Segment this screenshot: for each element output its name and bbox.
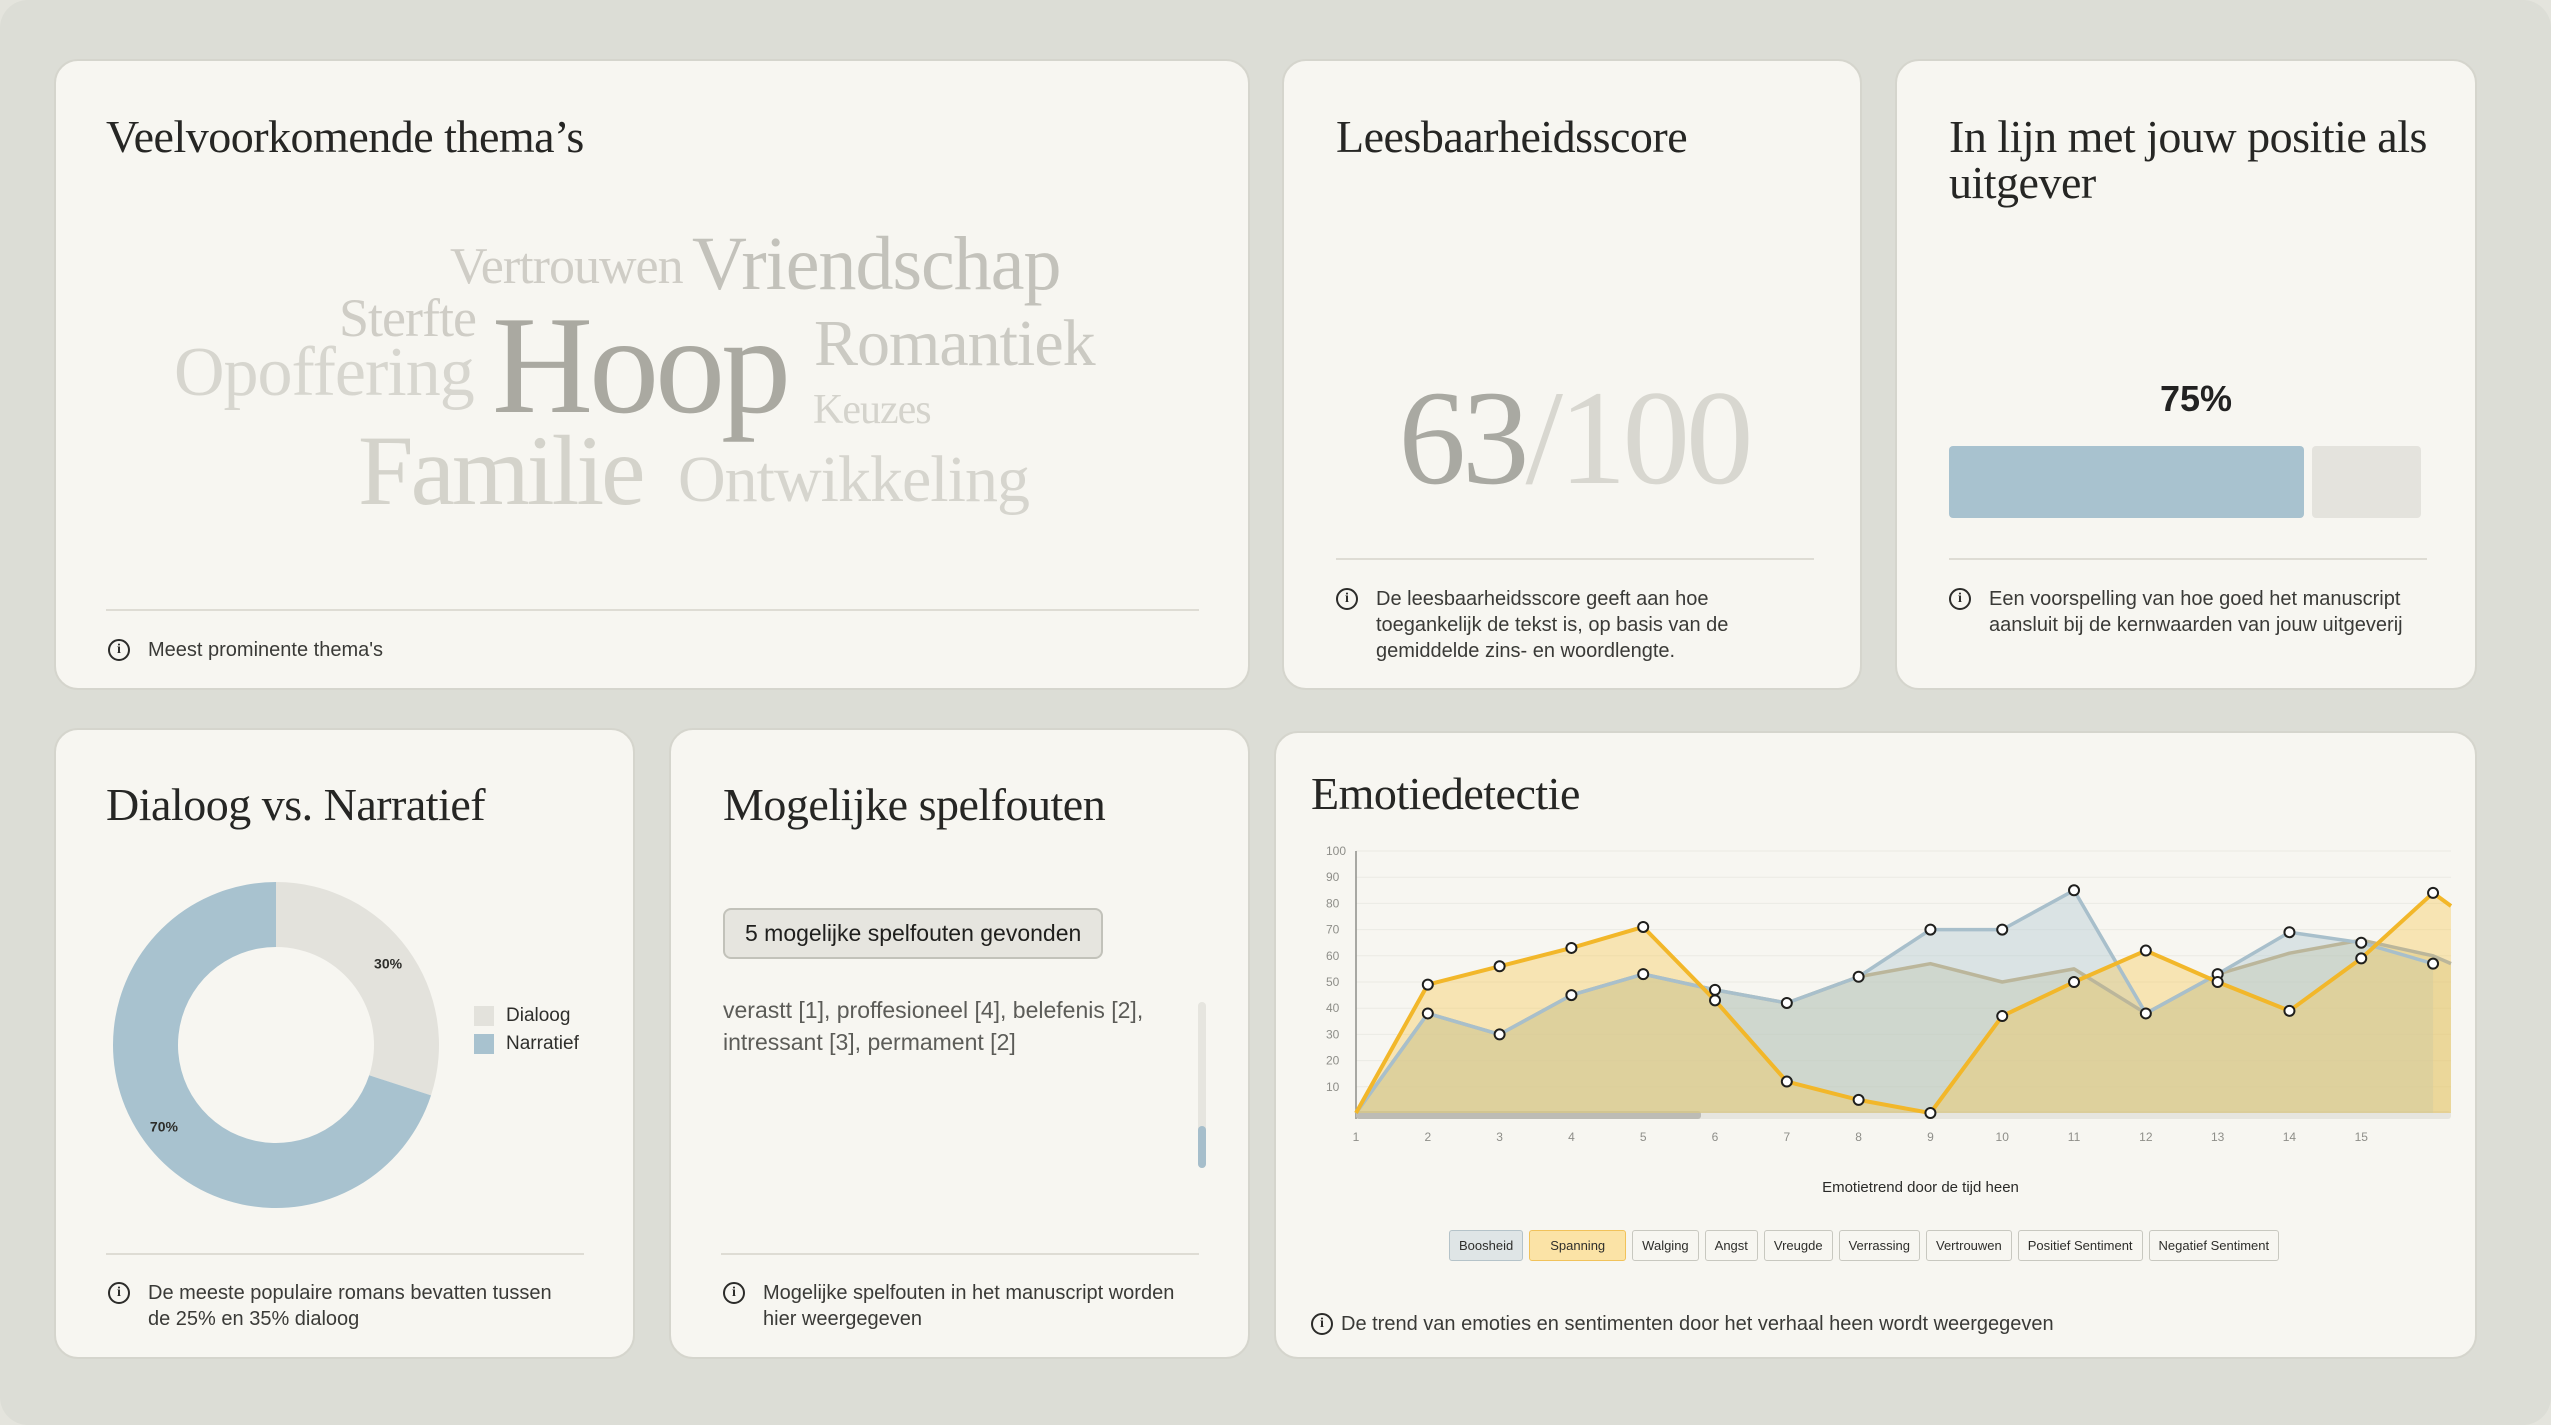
- point-Spanning[interactable]: [1925, 1108, 1935, 1118]
- point-Spanning[interactable]: [1566, 943, 1576, 953]
- spelling-scrollbar-thumb[interactable]: [1198, 1126, 1206, 1168]
- point-Spanning[interactable]: [1423, 980, 1433, 990]
- spelling-card: [669, 728, 1250, 1359]
- dialogue-card: [54, 728, 635, 1359]
- filter-button-vreugde[interactable]: Vreugde: [1764, 1230, 1833, 1261]
- point-Boosheid[interactable]: [2141, 1008, 2151, 1018]
- word-vriendschap: Vriendschap: [692, 222, 1061, 306]
- legend-narratief: [474, 1033, 579, 1055]
- word-familie: Familie: [358, 415, 643, 526]
- point-Spanning[interactable]: [2284, 1006, 2294, 1016]
- y-tick-label: 10: [1326, 1079, 1340, 1094]
- point-Spanning[interactable]: [2356, 953, 2366, 963]
- info-icon[interactable]: i: [108, 1282, 130, 1304]
- spelling-list: verastt [1], proffesioneel [4], belefenis [2], intressant [3], permament [2]: [723, 997, 1144, 1055]
- filter-button-verrassing[interactable]: Verrassing: [1839, 1230, 1920, 1261]
- point-Boosheid[interactable]: [1710, 985, 1720, 995]
- alignment-bar-fill: [1949, 446, 2304, 518]
- x-tick-label: 8: [1855, 1130, 1862, 1144]
- emotion-card: [1274, 731, 2477, 1359]
- point-Spanning[interactable]: [1997, 1011, 2007, 1021]
- spelling-divider: [721, 1253, 1199, 1255]
- y-tick-label: 90: [1326, 870, 1340, 885]
- readability-divider: [1336, 558, 1814, 560]
- x-tick-label: 11: [2067, 1130, 2081, 1144]
- info-icon[interactable]: i: [723, 1282, 745, 1304]
- dialogue-info-text: De meeste populaire romans bevatten tussen de 25% en 35% dialoog: [148, 1282, 552, 1330]
- alignment-divider: [1949, 558, 2427, 560]
- spelling-info-text: Mogelijke spelfouten in het manuscript worden hier weergegeven: [763, 1282, 1175, 1330]
- x-tick-label: 3: [1496, 1130, 1503, 1144]
- themes-divider: [106, 609, 1199, 611]
- x-tick-label: 1: [1352, 1130, 1360, 1144]
- point-Boosheid[interactable]: [2284, 927, 2294, 937]
- filter-button-spanning[interactable]: Spanning: [1529, 1230, 1626, 1261]
- alignment-info-text: Een voorspelling van hoe goed het manuscript aansluit bij de kernwaarden van jouw uitgeverij: [1989, 588, 2403, 636]
- donut-label-narratief: 70%: [149, 1118, 178, 1135]
- point-Spanning[interactable]: [2428, 888, 2438, 898]
- emotion-title: Emotiedetectie: [1311, 768, 1580, 819]
- point-Boosheid[interactable]: [2356, 938, 2366, 948]
- point-Boosheid[interactable]: [1638, 969, 1648, 979]
- x-tick-label: 13: [2210, 1130, 2225, 1144]
- themes-title: Veelvoorkomende thema’s: [106, 111, 584, 162]
- filter-button-positief-sentiment[interactable]: Positief Sentiment: [2018, 1230, 2143, 1261]
- themes-info-text: Meest prominente thema's: [148, 639, 384, 661]
- emotion-info-text: De trend van emoties en sentimenten door het verhaal heen wordt weergegeven: [1341, 1313, 2054, 1335]
- readability-info: [1336, 586, 1796, 664]
- emotion-x-axis-title: Emotietrend door de tijd heen: [1822, 1179, 2019, 1196]
- filter-button-negatief-sentiment[interactable]: Negatief Sentiment: [2149, 1230, 2280, 1261]
- y-tick-label: 80: [1326, 896, 1340, 911]
- x-tick-label: 14: [2282, 1130, 2297, 1144]
- point-Boosheid[interactable]: [1423, 1008, 1433, 1018]
- filter-button-boosheid[interactable]: Boosheid: [1449, 1230, 1523, 1261]
- spelling-title: Mogelijke spelfouten: [723, 779, 1106, 830]
- legend-label-dialoog: Dialoog: [506, 1005, 571, 1026]
- alignment-percent: 75%: [2159, 378, 2233, 419]
- point-Boosheid[interactable]: [2069, 885, 2079, 895]
- legend-swatch-dialoog: [474, 1006, 494, 1026]
- word-sterfte: Sterfte: [339, 288, 476, 348]
- x-tick-label: 15: [2354, 1130, 2368, 1144]
- point-Spanning[interactable]: [1638, 922, 1648, 932]
- y-tick-label: 40: [1326, 1001, 1340, 1016]
- dialogue-info: [108, 1280, 578, 1332]
- word-opoffering: Opoffering: [174, 334, 474, 411]
- filter-button-angst[interactable]: Angst: [1705, 1230, 1758, 1261]
- y-tick-label: 100: [1326, 844, 1347, 858]
- alignment-info: [1949, 586, 2419, 638]
- point-Boosheid[interactable]: [1782, 998, 1792, 1008]
- dialogue-title: Dialoog vs. Narratief: [106, 779, 486, 830]
- dialogue-divider: [106, 1253, 584, 1255]
- info-icon[interactable]: i: [108, 639, 130, 661]
- readability-card: [1282, 59, 1862, 690]
- readability-score: [1334, 364, 1814, 513]
- x-tick-label: 12: [2139, 1130, 2153, 1144]
- score-max: /100: [1525, 364, 1750, 513]
- alignment-bar-remainder: [2312, 446, 2421, 518]
- emotion-line-chart: [1276, 833, 2477, 1273]
- x-tick-label: 5: [1639, 1130, 1647, 1144]
- word-ontwikkeling: Ontwikkeling: [678, 443, 1029, 516]
- word-romantiek: Romantiek: [814, 307, 1095, 380]
- point-Spanning[interactable]: [1495, 961, 1505, 971]
- x-tick-label: 9: [1927, 1130, 1934, 1144]
- x-tick-label: 6: [1711, 1130, 1719, 1144]
- spelling-scrollbar[interactable]: [1198, 1002, 1206, 1168]
- x-tick-label: 4: [1568, 1130, 1575, 1144]
- readability-title: Leesbaarheidsscore: [1336, 111, 1688, 162]
- readability-info-text: De leesbaarheidsscore geeft aan hoe toegankelijk de tekst is, op basis van de gemiddelde zins- en woordlengte.: [1376, 588, 1729, 662]
- y-tick-label: 50: [1326, 975, 1340, 989]
- x-tick-label: 7: [1783, 1130, 1791, 1144]
- spelling-count-badge: 5 mogelijke spelfouten gevonden: [723, 908, 1103, 959]
- spelling-info: [723, 1280, 1193, 1332]
- emotion-filter-buttons: [1449, 1230, 2279, 1261]
- info-icon[interactable]: i: [1336, 588, 1358, 610]
- point-Boosheid[interactable]: [1495, 1029, 1505, 1039]
- legend-dialoog: [474, 1005, 570, 1027]
- word-keuzes: Keuzes: [813, 387, 931, 433]
- y-tick-label: 60: [1326, 948, 1340, 963]
- themes-info: [108, 637, 383, 663]
- y-tick-label: 20: [1326, 1053, 1340, 1068]
- point-Boosheid[interactable]: [1925, 925, 1935, 935]
- emotion-info: [1311, 1311, 2054, 1337]
- legend-swatch-narratief: [474, 1034, 494, 1054]
- info-icon[interactable]: i: [1949, 588, 1971, 610]
- point-Spanning[interactable]: [1782, 1077, 1792, 1087]
- y-tick-label: 70: [1326, 922, 1340, 937]
- word-vertrouwen: Vertrouwen: [450, 238, 683, 295]
- alignment-title: In lijn met jouw positie als uitgever: [1949, 111, 2427, 208]
- filter-button-vertrouwen[interactable]: Vertrouwen: [1926, 1230, 2012, 1261]
- themes-card: [54, 59, 1250, 690]
- x-tick-label: 10: [1995, 1130, 2009, 1144]
- alignment-bar: [1949, 446, 2421, 518]
- donut-slice-dialoog: [276, 882, 439, 1095]
- word-hoop: Hoop: [492, 288, 788, 443]
- point-Spanning[interactable]: [2213, 977, 2223, 987]
- x-tick-label: 2: [1424, 1130, 1432, 1144]
- y-tick-label: 30: [1326, 1027, 1340, 1042]
- filter-button-walging[interactable]: Walging: [1632, 1230, 1698, 1261]
- point-Boosheid[interactable]: [1997, 925, 2007, 935]
- point-Spanning[interactable]: [1854, 1095, 1864, 1105]
- point-Spanning[interactable]: [1710, 995, 1720, 1005]
- point-Boosheid[interactable]: [2428, 959, 2438, 969]
- score-value: 63: [1398, 364, 1526, 513]
- dialogue-donut-chart: [106, 875, 446, 1215]
- point-Spanning[interactable]: [2141, 946, 2151, 956]
- alignment-card: [1895, 59, 2477, 690]
- point-Spanning[interactable]: [2069, 977, 2079, 987]
- legend-label-narratief: Narratief: [506, 1033, 579, 1054]
- donut-label-dialoog: 30%: [374, 955, 403, 972]
- point-Boosheid[interactable]: [1566, 990, 1576, 1000]
- point-Boosheid[interactable]: [1854, 972, 1864, 982]
- info-icon[interactable]: i: [1311, 1313, 1333, 1335]
